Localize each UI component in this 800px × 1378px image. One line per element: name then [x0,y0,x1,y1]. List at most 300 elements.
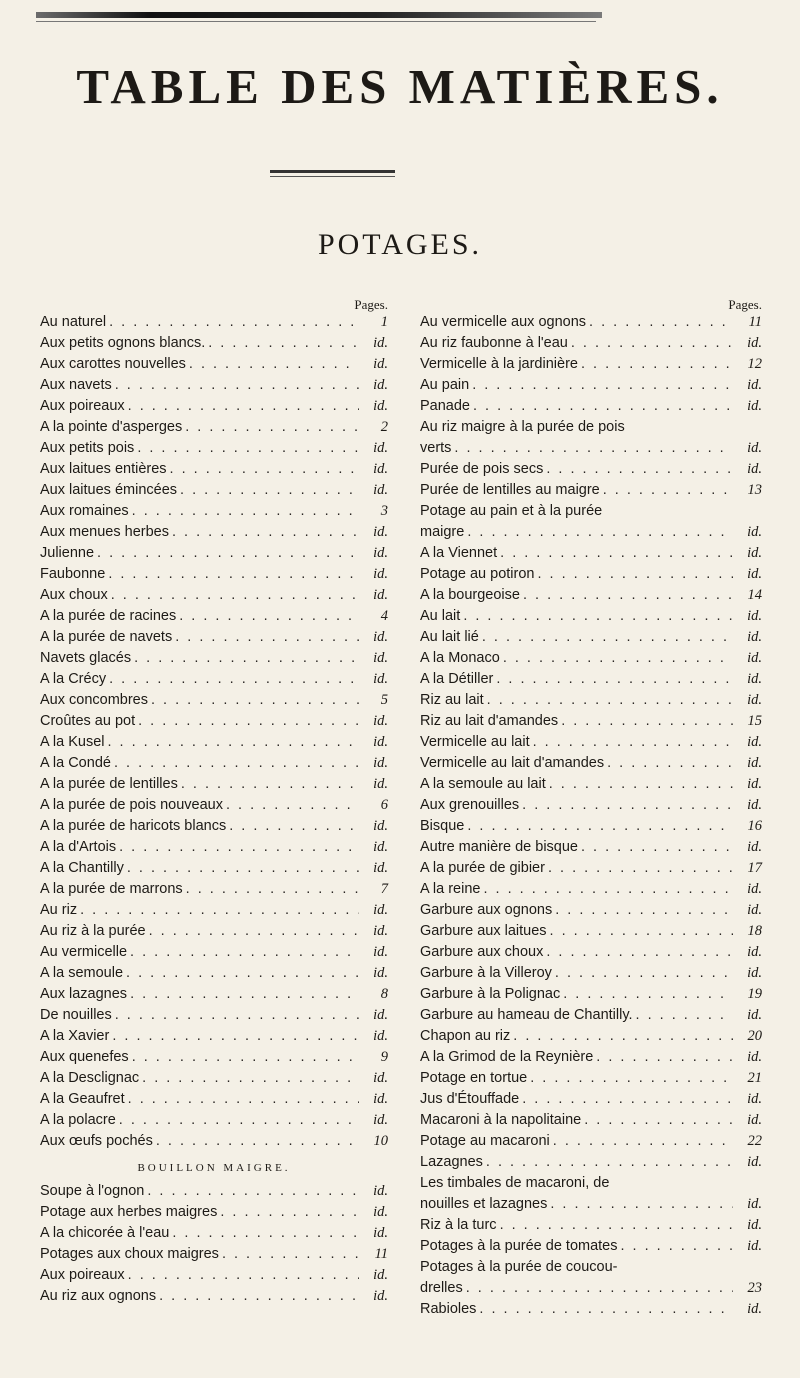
dot-leader [109,312,359,333]
toc-entry-page: id. [373,671,388,687]
toc-entry-page: id. [747,1049,762,1065]
toc-entry-page: id. [747,671,762,687]
toc-entry-page: id. [747,734,762,750]
dot-leader [584,1110,733,1131]
dot-leader [142,1068,359,1089]
dot-leader [128,1089,359,1110]
toc-entry [420,1047,762,1068]
toc-entry [420,606,762,627]
dot-leader [483,879,733,900]
toc-entry [40,1131,388,1152]
toc-entry-label: Aux quenefes [40,1049,129,1065]
dot-leader [180,480,359,501]
dot-leader [137,438,359,459]
dot-leader [80,900,359,921]
toc-entry-label: A la chicorée à l'eau [40,1225,170,1241]
toc-entry-label: Garbure à la Villeroy [420,965,552,981]
toc-entry-page: id. [373,587,388,603]
toc-left-column [40,298,388,1307]
dot-leader [109,669,359,690]
dot-leader [114,753,359,774]
toc-entry-label: Vermicelle à la jardinière [420,356,578,372]
dot-leader [149,921,359,942]
page-title: TABLE DES MATIÈRES. [76,59,724,114]
dot-leader [222,1244,359,1265]
toc-entry [40,501,388,522]
dot-leader [119,1110,359,1131]
dot-leader [128,1265,359,1286]
toc-entry [420,396,762,417]
toc-entry-page: id. [373,440,388,456]
dot-leader [530,1068,733,1089]
toc-entry [420,963,762,984]
toc-entry-label: A la Viennet [420,545,498,561]
dot-leader [159,1286,359,1307]
toc-entry [40,480,388,501]
toc-entry-page: id. [373,566,388,582]
toc-entry-page: 16 [747,818,762,834]
toc-entry-page: 1 [380,314,388,330]
toc-entry-page: 14 [747,587,762,603]
toc-entry-page: id. [747,545,762,561]
toc-entry [40,1223,388,1244]
toc-entry-page: id. [373,923,388,939]
toc-entry-label: Au riz maigre à la purée de pois [420,419,625,435]
dot-leader [172,1223,359,1244]
toc-entry-label: A la purée de gibier [420,860,545,876]
toc-entry [40,417,388,438]
pages-column-header-right: Pages. [728,297,762,312]
dot-leader [115,375,359,396]
toc-entry [420,375,762,396]
dot-leader [589,312,733,333]
dot-leader [500,543,733,564]
toc-entry-label: Autre manière de bisque [420,839,578,855]
dot-leader [571,333,733,354]
toc-entry-page: id. [747,1112,762,1128]
dot-leader [487,690,733,711]
dot-leader [454,438,733,459]
toc-entry [420,1257,762,1278]
toc-entry-label: Garbure aux ognons [420,902,553,918]
toc-entry [420,900,762,921]
dot-leader [472,375,733,396]
toc-entry-page: id. [747,944,762,960]
toc-entry [420,858,762,879]
dot-leader [130,984,359,1005]
dot-leader [170,459,359,480]
dot-leader [132,501,359,522]
toc-entry [420,837,762,858]
dot-leader [561,711,733,732]
toc-entry-page: 21 [747,1070,762,1086]
toc-entry-page: id. [373,860,388,876]
toc-entry [40,1110,388,1131]
toc-entry-page: id. [373,356,388,372]
toc-entry-label: Aux petits pois [40,440,135,456]
dot-leader [220,1202,359,1223]
toc-entry-label: Au lait [420,608,461,624]
toc-entry-label: maigre [420,524,465,540]
toc-entry-page: 8 [380,986,388,1002]
toc-entry-page: id. [373,944,388,960]
toc-entry-label: Au riz faubonne à l'eau [420,335,568,351]
toc-entry-page: id. [373,1091,388,1107]
toc-entry [40,732,388,753]
toc-entry-label: Aux poireaux [40,398,125,414]
toc-entry [420,942,762,963]
toc-entry-page: id. [747,1217,762,1233]
dot-leader [130,942,359,963]
dot-leader [603,480,733,501]
dot-leader [226,795,359,816]
dot-leader [486,1152,733,1173]
toc-entry-label: Au vermicelle aux ognons [420,314,587,330]
toc-entry [420,879,762,900]
toc-entry-page: 9 [380,1049,388,1065]
toc-entry-page: id. [373,839,388,855]
toc-entry [40,1068,388,1089]
dot-leader [537,564,733,585]
toc-left-list-2 [40,1181,388,1307]
toc-entry [40,690,388,711]
top-decorative-rule [36,12,602,18]
dot-leader [513,1026,733,1047]
toc-entry [420,1215,762,1236]
toc-entry-page: id. [373,545,388,561]
toc-entry [40,984,388,1005]
toc-entry-page: id. [747,524,762,540]
toc-entry-page: 22 [747,1133,762,1149]
toc-entry-page: 17 [747,860,762,876]
toc-entry [40,522,388,543]
toc-entry-label: Garbure au hameau de Chantilly. [420,1007,633,1023]
toc-entry-page: id. [373,1183,388,1199]
toc-entry-label: A la bourgeoise [420,587,520,603]
toc-entry-page: id. [747,1154,762,1170]
toc-entry-page: id. [747,692,762,708]
toc-entry-page: id. [373,902,388,918]
toc-entry-label: A la purée de lentilles [40,776,178,792]
toc-entry [420,1299,762,1320]
toc-entry-label: Aux concombres [40,692,148,708]
toc-entry-page: 13 [747,482,762,498]
dot-leader [208,333,359,354]
toc-entry-page: id. [373,629,388,645]
toc-entry-page: id. [747,461,762,477]
dot-leader [175,627,359,648]
toc-entry-label: Faubonne [40,566,106,582]
toc-entry [40,858,388,879]
dot-leader [134,648,359,669]
dot-leader [548,858,733,879]
toc-entry [40,900,388,921]
toc-entry-label: A la Geaufret [40,1091,125,1107]
toc-entry [40,1181,388,1202]
toc-entry [420,711,762,732]
dot-leader [126,963,359,984]
toc-entry [420,585,762,606]
toc-entry-page: id. [373,1204,388,1220]
toc-entry-label: A la polacre [40,1112,116,1128]
toc-entry [420,1173,762,1194]
toc-entry [40,921,388,942]
toc-entry-page: 2 [380,419,388,435]
toc-entry-label: De nouilles [40,1007,112,1023]
toc-entry [420,1068,762,1089]
toc-entry-page: id. [373,713,388,729]
toc-entry-label: Croûtes au pot [40,713,136,729]
toc-entry [40,459,388,480]
dot-leader [581,837,733,858]
toc-entry [40,837,388,858]
toc-entry [40,1026,388,1047]
dot-leader [496,669,733,690]
dot-leader [479,1299,733,1320]
dot-leader [522,795,733,816]
toc-entry-label: Macaroni à la napolitaine [420,1112,582,1128]
toc-entry [40,564,388,585]
toc-right-column [420,298,762,1320]
toc-entry-page: id. [747,1301,762,1317]
toc-entry-label: A la semoule [40,965,124,981]
toc-entry-page: 6 [380,797,388,813]
toc-entry-label: verts [420,440,452,456]
toc-entry [40,879,388,900]
toc-entry [40,1202,388,1223]
toc-entry-page: id. [373,1267,388,1283]
toc-entry [420,648,762,669]
toc-entry-page: id. [373,755,388,771]
toc-entry [40,1005,388,1026]
toc-entry-page: id. [747,1238,762,1254]
toc-entry [40,606,388,627]
toc-entry-label: Purée de pois secs [420,461,544,477]
toc-entry-label: A la purée de navets [40,629,173,645]
dot-leader [97,543,359,564]
toc-entry-label: Au vermicelle [40,944,128,960]
dot-leader [108,564,359,585]
toc-entry-page: id. [373,335,388,351]
toc-entry-label: A la Desclignac [40,1070,140,1086]
section-title: POTAGES. [317,228,483,261]
toc-entry [420,459,762,480]
toc-entry-label: Garbure aux choux [420,944,544,960]
dot-leader [550,921,733,942]
toc-entry [420,732,762,753]
dot-leader [463,606,733,627]
toc-entry-label: Aux menues herbes [40,524,169,540]
toc-entry-label: Potages à la purée de coucou- [420,1259,618,1275]
toc-entry-page: id. [373,377,388,393]
toc-entry-page: id. [747,629,762,645]
toc-entry-page: id. [373,1028,388,1044]
toc-entry [420,501,762,522]
toc-entry-page: id. [373,776,388,792]
dot-leader [636,1005,733,1026]
toc-entry [40,396,388,417]
toc-entry-page: 19 [747,986,762,1002]
toc-entry-label: Au lait lié [420,629,479,645]
dot-leader [550,1194,733,1215]
toc-entry-page: 18 [747,923,762,939]
dot-leader [128,396,359,417]
toc-entry-page: 12 [747,356,762,372]
toc-entry-page: 11 [748,314,762,330]
toc-entry-page: 23 [747,1280,762,1296]
toc-entry [40,669,388,690]
dot-leader [555,900,733,921]
toc-entry-label: Au naturel [40,314,107,330]
toc-entry-label: Purée de lentilles au maigre [420,482,600,498]
dot-leader [621,1236,734,1257]
dot-leader [179,606,359,627]
toc-entry-label: Potages aux choux maigres [40,1246,219,1262]
dot-leader [467,522,733,543]
toc-entry-page: id. [373,1288,388,1304]
toc-entry [420,669,762,690]
toc-entry [40,753,388,774]
toc-entry [40,963,388,984]
title-divider-thin [270,176,395,177]
toc-entry [40,711,388,732]
toc-entry [40,543,388,564]
toc-entry [40,354,388,375]
dot-leader [503,648,733,669]
dot-leader [108,732,360,753]
toc-entry-page: 5 [380,692,388,708]
toc-entry-page: id. [747,1007,762,1023]
toc-entry [420,1152,762,1173]
toc-entry-label: Riz au lait d'amandes [420,713,559,729]
toc-entry [420,1089,762,1110]
toc-entry-page: id. [747,608,762,624]
toc-entry-page: id. [373,524,388,540]
toc-entry [40,795,388,816]
toc-entry-label: A la Monaco [420,650,500,666]
dot-leader [229,816,359,837]
toc-entry-label: A la purée de marrons [40,881,183,897]
toc-entry [40,1047,388,1068]
toc-entry [420,1236,762,1257]
toc-entry [40,627,388,648]
toc-entry-label: Aux poireaux [40,1267,125,1283]
dot-leader [522,1089,733,1110]
toc-entry-label: Aux choux [40,587,108,603]
toc-entry-page: id. [373,1112,388,1128]
toc-entry-label: Aux laitues émincées [40,482,178,498]
toc-entry [420,921,762,942]
dot-leader [553,1131,733,1152]
toc-entry-page: 10 [373,1133,388,1149]
toc-entry-label: Jus d'Étouffade [420,1091,520,1107]
toc-entry-page: id. [373,818,388,834]
toc-entry-label: A la Xavier [40,1028,110,1044]
toc-entry-label: Aux laitues entières [40,461,167,477]
toc-entry-page: 3 [380,503,388,519]
toc-entry-label: Soupe à l'ognon [40,1183,145,1199]
dot-leader [156,1131,359,1152]
toc-entry [420,1131,762,1152]
dot-leader [181,774,359,795]
toc-entry-page: 15 [747,713,762,729]
toc-entry-page: id. [747,650,762,666]
toc-entry [40,1089,388,1110]
toc-entry-page: 11 [374,1246,388,1262]
dot-leader [467,816,733,837]
toc-entry [420,627,762,648]
toc-entry-label: Chapon au riz [420,1028,511,1044]
toc-entry [40,774,388,795]
toc-entry [420,1194,762,1215]
toc-entry [420,480,762,501]
toc-entry-page: id. [747,797,762,813]
dot-leader [127,858,359,879]
toc-entry-page: id. [373,398,388,414]
toc-entry [40,375,388,396]
toc-entry-label: Au pain [420,377,470,393]
toc-entry-label: Lazagnes [420,1154,483,1170]
toc-entry [420,333,762,354]
dot-leader [151,690,359,711]
toc-entry-page: 7 [380,881,388,897]
toc-entry-label: Navets glacés [40,650,132,666]
toc-entry [420,984,762,1005]
toc-entry [420,564,762,585]
dot-leader [185,417,359,438]
toc-entry-label: Garbure à la Polignac [420,986,561,1002]
toc-entry-label: Au riz à la purée [40,923,146,939]
toc-entry-label: drelles [420,1280,463,1296]
toc-entry [40,648,388,669]
toc-entry-page: id. [747,776,762,792]
toc-entry-label: A la purée de pois nouveaux [40,797,223,813]
toc-entry-page: id. [747,440,762,456]
toc-entry-label: A la reine [420,881,481,897]
dot-leader [607,753,733,774]
toc-entry [420,690,762,711]
toc-entry-page: id. [747,1196,762,1212]
toc-entry-label: Vermicelle au lait [420,734,530,750]
toc-entry-label: Potage au potiron [420,566,535,582]
toc-entry-page: id. [747,377,762,393]
dot-leader [138,711,359,732]
toc-entry-label: A la Chantilly [40,860,124,876]
toc-entry-label: A la Condé [40,755,111,771]
toc-entry [420,1278,762,1299]
toc-entry [420,417,762,438]
dot-leader [546,459,733,480]
toc-entry-label: A la Crécy [40,671,107,687]
toc-entry-label: Aux lazagnes [40,986,128,1002]
toc-entry [420,753,762,774]
dot-leader [546,942,733,963]
toc-entry [420,354,762,375]
toc-entry [420,1026,762,1047]
dot-leader [581,354,733,375]
pages-column-header: Pages. [354,297,388,312]
dot-leader [119,837,359,858]
dot-leader [500,1215,733,1236]
toc-entry-label: Julienne [40,545,95,561]
toc-entry-label: Au riz aux ognons [40,1288,157,1304]
toc-entry-page: id. [747,965,762,981]
toc-entry [420,1005,762,1026]
toc-entry-label: Aux œufs pochés [40,1133,153,1149]
toc-entry-label: Potage en tortue [420,1070,528,1086]
dot-leader [555,963,733,984]
toc-entry-label: A la d'Artois [40,839,117,855]
